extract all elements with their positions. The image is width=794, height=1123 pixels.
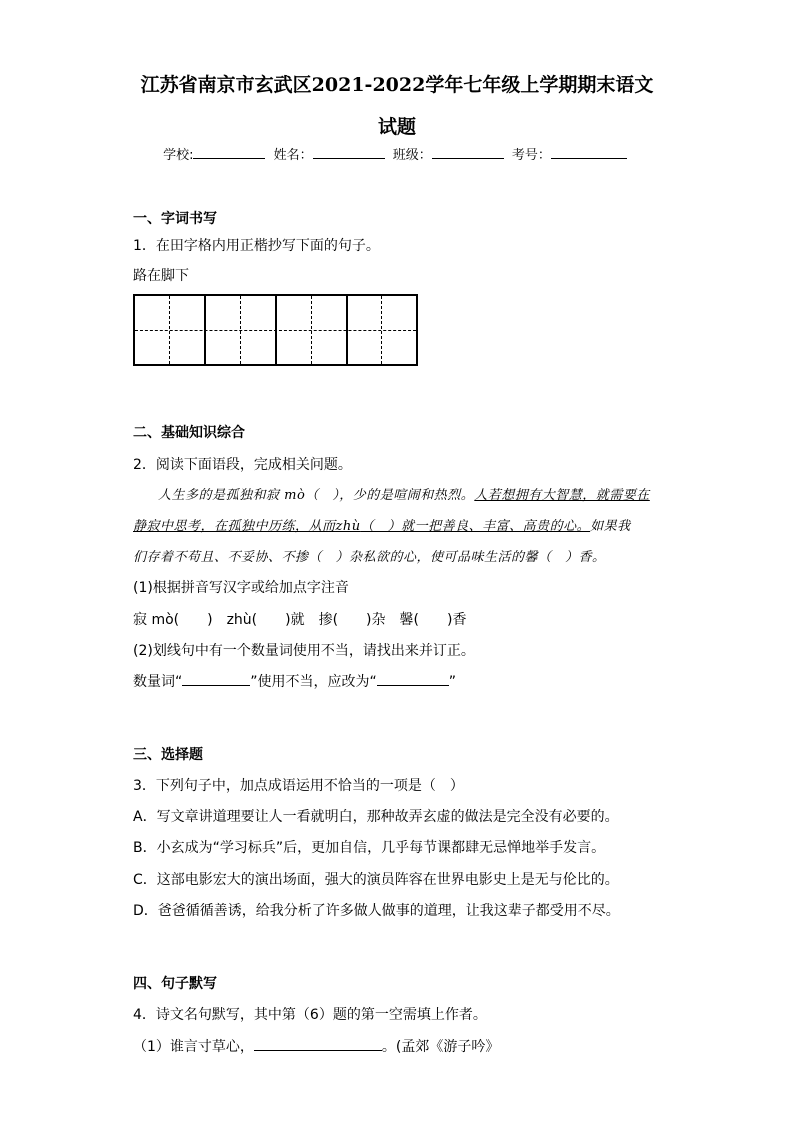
class-label: 班级： <box>392 148 432 163</box>
poem-blank-1[interactable] <box>254 1050 382 1051</box>
passage-line-1: 人生多的是孤独和寂 mò（ ），少的是喧闹和热烈。人若想拥有大智慧，就需要在 <box>158 488 650 503</box>
question-4: 4．诗文名句默写，其中第（6）题的第一空需填上作者。 <box>133 1007 487 1023</box>
passage-line-3: 们存着不苟且、不妥协、不掺（ ）杂私欲的心，使可品味生活的馨（ ）香。 <box>133 550 606 565</box>
name-field[interactable] <box>313 145 385 159</box>
section3-heading: 三、选择题 <box>133 747 203 763</box>
question-3: 3．下列句子中，加点成语运用不恰当的一项是（ ） <box>133 778 464 794</box>
number-label: 考号： <box>511 148 551 163</box>
question-4-item-1: （1）谁言寸草心， 。(孟郊《游子吟》 <box>133 1039 500 1055</box>
question-1: 1．在田字格内用正楷抄写下面的句子。 <box>133 238 380 254</box>
option-a[interactable]: A．写文章讲道理要让人一看就明白，那种故弄玄虚的做法是完全没有必要的。 <box>133 809 619 825</box>
tianzige-grid[interactable] <box>133 294 418 366</box>
section4-heading: 四、句子默写 <box>133 976 217 992</box>
subquestion-2-answer: 数量词“ ”使用不当，应改为“ ” <box>133 674 457 690</box>
school-field[interactable] <box>193 145 265 159</box>
subquestion-1: (1)根据拼音写汉字或给加点字注音 <box>133 580 349 596</box>
wrong-word-blank[interactable] <box>182 685 250 686</box>
page-title-line2: 试题 <box>377 116 416 138</box>
passage-line-2: 静寂中思考，在孤独中历练，从而zhù（ ）就一把善良、丰富、高贵的心。如果我 <box>133 519 631 534</box>
option-c[interactable]: C．这部电影宏大的演出场面，强大的演员阵容在世界电影史上是无与伦比的。 <box>133 872 619 888</box>
subquestion-2: (2)划线句中有一个数量词使用不当，请找出来并订正。 <box>133 643 475 659</box>
option-b[interactable]: B．小玄成为“学习标兵”后，更加自信，几乎每节课都肆无忌惮地举手发言。 <box>133 840 606 856</box>
class-field[interactable] <box>432 145 504 159</box>
section1-heading: 一、字词书写 <box>133 211 217 227</box>
number-field[interactable] <box>551 145 627 159</box>
copy-phrase: 路在脚下 <box>133 268 189 284</box>
name-label: 姓名： <box>273 148 313 163</box>
question-2: 2．阅读下面语段，完成相关问题。 <box>133 457 352 473</box>
section2-heading: 二、基础知识综合 <box>133 425 245 441</box>
subquestion-1-items: 寂 mò( ) zhù( )就 掺( )杂 馨( )香 <box>133 612 467 628</box>
correct-word-blank[interactable] <box>377 685 449 686</box>
option-d[interactable]: D．爸爸循循善诱，给我分析了许多做人做事的道理，让我这辈子都受用不尽。 <box>133 903 620 919</box>
page-title: 江苏省南京市玄武区2021-2022学年七年级上学期期末语文 <box>140 74 654 96</box>
school-label: 学校: <box>163 148 194 163</box>
student-info-line <box>0 144 794 163</box>
